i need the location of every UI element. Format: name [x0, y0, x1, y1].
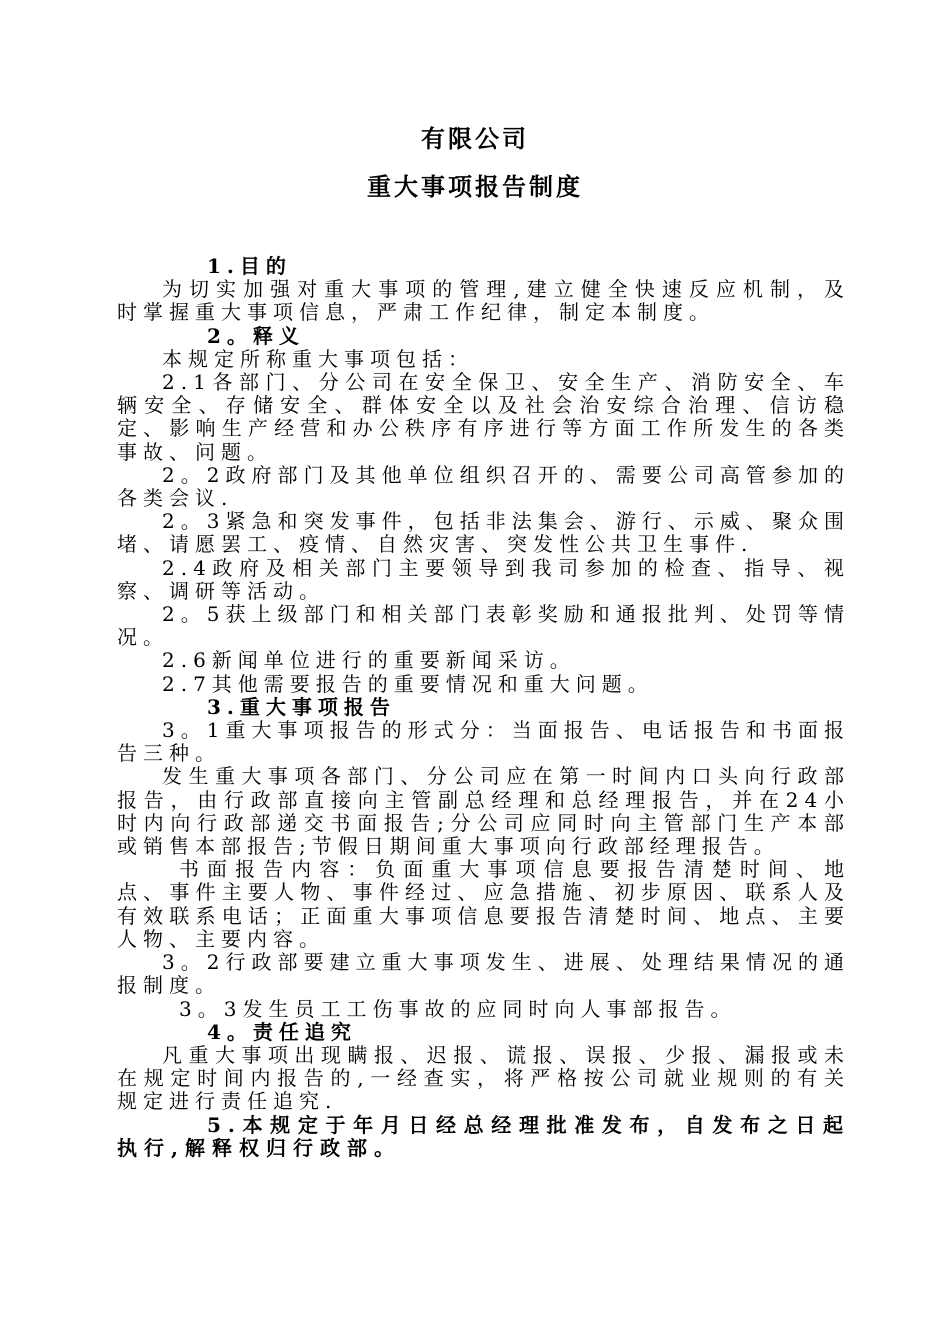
section-3-paragraph-1: 3。1重大事项报告的形式分：当面报告、电话报告和书面报告三种。 — [117, 718, 850, 766]
section-number: 3. — [207, 694, 240, 719]
section-number: 5. — [207, 1112, 242, 1137]
section-heading-text: 责任追究 — [252, 1019, 357, 1044]
section-2-item-3: 2。3紧急和突发事件，包括非法集会、游行、示威、聚众围堵、请愿罢工、疫情、自然灾害、突发性公共卫生事件. — [117, 509, 850, 557]
section-3-paragraph-4: 3。2行政部要建立重大事项发生、进展、处理结果情况的通报制度。 — [117, 950, 850, 998]
section-heading-text: 重大事项报告 — [239, 694, 396, 719]
section-2-intro: 本规定所称重大事项包括： — [162, 346, 474, 371]
section-4-heading — [117, 1021, 850, 1044]
section-3-paragraph-3: 书面报告内容：负面重大事项信息要报告清楚时间、地点、事件主要人物、事件经过、应急措施、初步原因、联系人及有效联系电话；正面重大事项信息要报告清楚时间、地点、主要人物、主要内容。 — [117, 857, 850, 951]
section-2-item-2: 2。2政府部门及其他单位组织召开的、需要公司高管参加的各类会议. — [117, 462, 850, 511]
section-heading-text: 释义 — [252, 323, 305, 348]
section-number: 2。 — [207, 323, 253, 348]
section-2-item-5: 2。5获上级部门和相关部门表彰奖励和通报批判、处罚等情况。 — [117, 602, 850, 650]
section-2-item-6: 2.6新闻单位进行的重要新闻采访。 — [162, 648, 576, 673]
section-5-text: 本规定于年月日经总经理批准发布，自发布之日起执行,解释权归行政部。 — [117, 1112, 850, 1160]
section-number: 1. — [207, 254, 240, 278]
section-1-paragraph: 为切实加强对重大事项的管理,建立健全快速反应机制，及时掌握重大事项信息，严肃工作纪律，制定本制度。 — [117, 277, 850, 325]
section-3-heading — [117, 696, 850, 719]
company-title: 有限公司 — [421, 125, 529, 153]
section-4-paragraph: 凡重大事项出现瞒报、迟报、谎报、误报、少报、漏报或未在规定时间内报告的,一经查实，将严格按公司就业规则的有关规定进行责任追究. — [117, 1042, 850, 1114]
section-3-paragraph-2: 发生重大事项各部门、分公司应在第一时间内口头向行政部报告，由行政部直接向主管副总经理和总经理报告，并在24小时内向行政部递交书面报告;分公司应同时向主管部门生产本部或销售本部报告;节假日期间重大事项向行政部经理报告。 — [117, 764, 850, 859]
section-heading-text: 目的 — [239, 254, 292, 278]
section-5-statement — [117, 1114, 850, 1160]
section-2-item-1: 2.1各部门、分公司在安全保卫、安全生产、消防安全、车辆安全、存储安全、群体安全以及社会治安综合治理、信访稳定、影响生产经营和办公秩序有序进行等方面工作所发生的各类事故、问题。 — [117, 370, 850, 464]
section-1-heading — [117, 255, 850, 278]
section-3-paragraph-5: 3。3发生员工工伤事故的应同时向人事部报告。 — [179, 996, 737, 1021]
section-2-heading — [117, 325, 850, 348]
section-2-item-4: 2.4政府及相关部门主要领导到我司参加的检查、指导、视察、调研等活动。 — [117, 555, 850, 603]
section-2-item-7: 2.7其他需要报告的重要情况和重大问题。 — [162, 671, 654, 696]
document-body — [117, 255, 850, 1160]
document-title: 重大事项报告制度 — [367, 173, 583, 201]
section-number: 4。 — [207, 1019, 253, 1044]
